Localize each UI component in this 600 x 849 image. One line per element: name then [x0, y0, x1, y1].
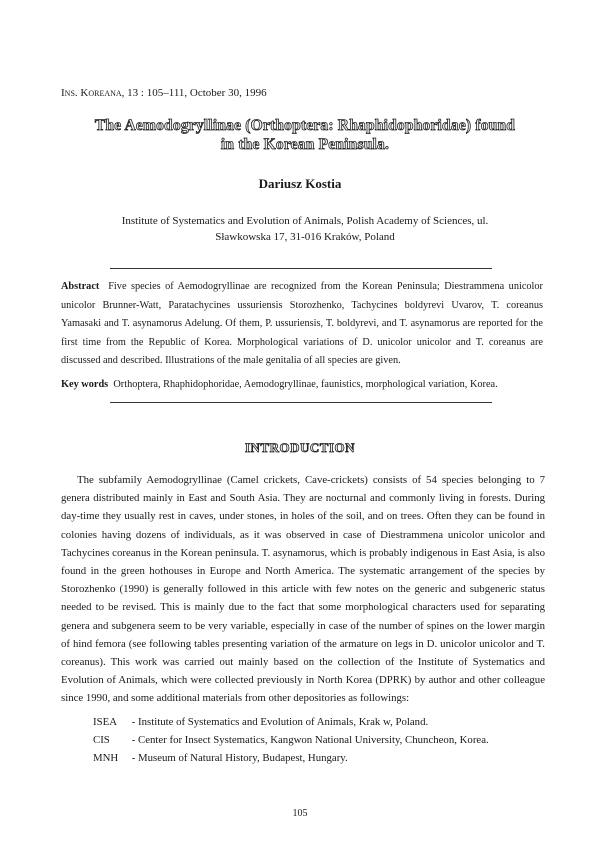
- author-name: Dariusz Kostia: [258, 176, 342, 191]
- section-title: INTRODUCTION: [244, 440, 355, 455]
- institution-item: [93, 713, 543, 731]
- keywords: [61, 376, 543, 394]
- title-line-2: in the Korean Peninsula.: [220, 136, 390, 153]
- introduction-text: The subfamily Aemodogryllinae (Camel crickets, Cave-crickets) consists of 54 species belonging to 7 genera distributed mainly in East and South Asia. They are nocturnal and commonly living in forests. During day-time they usually rest in caves, under stones, in holes of the soil, and on trees. Often they can be found in colonies having dozens of individuals, as it was observed in case of Diestrammena unicolor unicolor and Tachycines coreanus in the Korean peninsula. T. asynamorus, which is probably indigenous in East Asia, is also found in the green hothouses in Europe and North America. The systematic arrangement of the species by Storozhenko (1990) is generally followed in this article with few notes on the generic and subgeneric status needed to be revised. This is mainly due to the fact that some morphological characters used for separating genera and subgenera seem to be very variable, especially in case of the number of spines on the lower margin of hind femora (see following tables presenting variation of the armature on legs in D. unicolor unicolor and T. coreanus). This work was carried out mainly based on the collection of the Institute of Systematics and Evolution of Animals, which were collected previously in North Korea (DPRK) by author and other colleague since 1990, and some additional materials from other depositories as followings:: [61, 474, 545, 705]
- journal-volume-date: , 13 : 105–111, October 30, 1996: [121, 87, 267, 99]
- abstract-text: Five species of Aemodogryllinae are recognized from the Korean Peninsula; Diestrammena unicolor unicolor Brunner-Watt, Paratachycines ussuriensis Storozhenko, Tachycines boldyrevi Uvarov, T. coreanus Yamasaki and T. asynamorus Adelung. Of them, P. ussuriensis, T. boldyrevi, and T. asynamorus are reported for the first time from the Republic of Korea. Morphological variations of D. unicolor unicolor and T. coreanus are discussed and described. Illustrations of the male genitalia of all species are given.: [61, 281, 543, 366]
- affiliation: [90, 213, 520, 245]
- divider-top: [110, 268, 492, 269]
- keywords-text: Orthoptera, Rhaphidophoridae, Aemodogryllinae, faunistics, morphological variation, Korea.: [113, 379, 498, 390]
- paper-title: [40, 116, 570, 154]
- journal-citation: [61, 87, 267, 99]
- divider-bottom: [110, 402, 492, 403]
- institution-desc: - Museum of Natural History, Budapest, Hungary.: [131, 752, 348, 764]
- page-number: 105: [292, 808, 308, 819]
- institution-code: ISEA: [93, 716, 117, 728]
- title-line-1: The Aemodogryllinae (Orthoptera: Rhaphidophoridae) found: [94, 117, 516, 134]
- journal-name: Ins. Koreana: [61, 87, 122, 99]
- keywords-label: Key words: [61, 379, 109, 390]
- institution-desc: - Center for Insect Systematics, Kangwon National University, Chuncheon, Korea.: [131, 734, 489, 746]
- institution-item: [93, 731, 543, 749]
- institution-item: [93, 749, 543, 767]
- affiliation-line-2: Sławkowska 17, 31-016 Kraków, Poland: [215, 231, 395, 243]
- abstract: [61, 278, 543, 371]
- institution-code: CIS: [93, 734, 110, 746]
- institution-code: MNH: [93, 752, 119, 764]
- affiliation-line-1: Institute of Systematics and Evolution of Animals, Polish Academy of Sciences, ul.: [121, 215, 489, 227]
- abstract-label: Abstract: [61, 281, 100, 292]
- institution-desc: - Institute of Systematics and Evolution of Animals, Krak w, Poland.: [131, 716, 429, 728]
